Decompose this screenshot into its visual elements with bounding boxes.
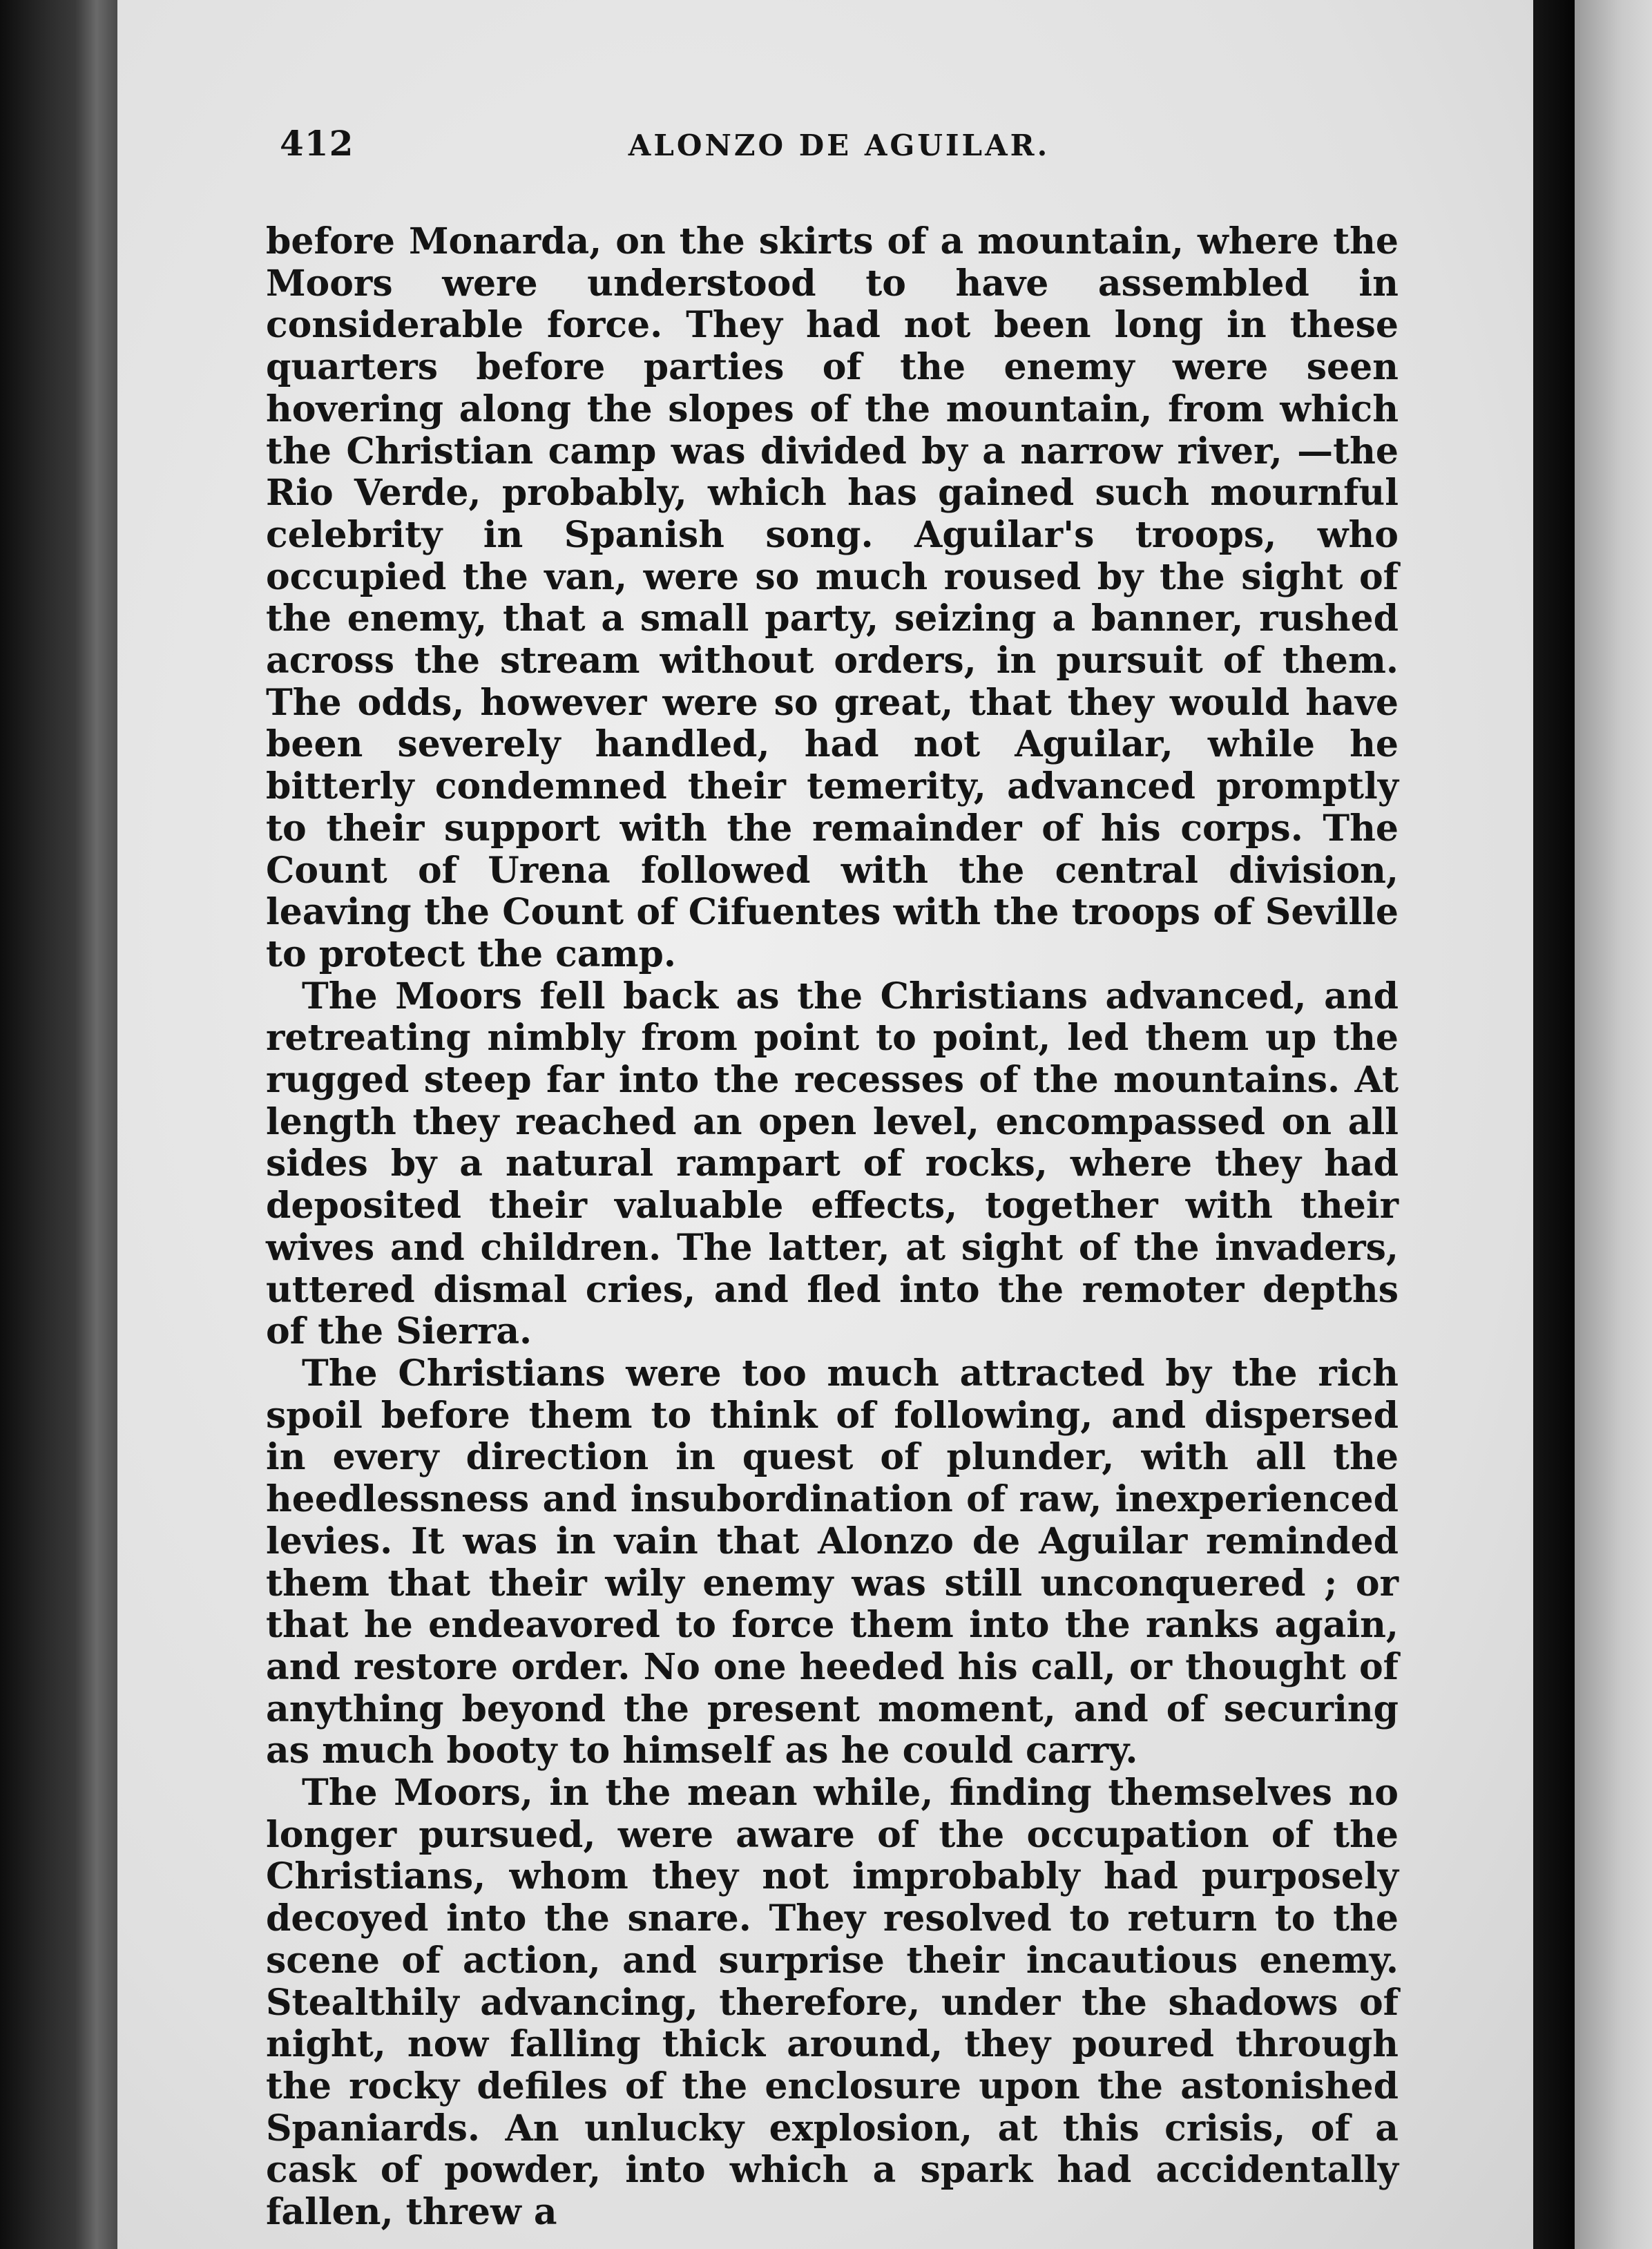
book-binding-shadow <box>1533 0 1575 2249</box>
running-title: ALONZO DE AGUILAR. <box>628 128 1050 162</box>
paragraph-3: The Christians were too much attracted by the rich spoil before them to think of following, and dispersed in every direction in quest of plunder, with all the heedlessness and insubordination of raw, inexperienced levies. It was in vain that Alonzo de Aguilar reminded them that their wily enemy was still unconquered ; or that he endeavored to force them into the ranks again, and restore order. No one heeded his call, or thought of anything beyond the present moment, and of securing as much booty to himself as he could carry. <box>266 1352 1399 1772</box>
page-number: 412 <box>280 123 354 164</box>
page-gutter <box>76 0 117 2249</box>
paragraph-1: before Monarda, on the skirts of a mountain, where the Moors were understood to have assembled in considerable force. They had not been long in these quarters before parties of the enemy were seen hovering along the slopes of the mountain, from which the Christian camp was divided by a narrow river, —the Rio Verde, probably, which has gained such mournful celebrity in Spanish song. Aguilar's troops, who occupied the van, were so much roused by the sight of the enemy, that a small party, seizing a banner, rushed across the stream without orders, in pursuit of them. The odds, however were so great, that they would have been severely handled, had not Aguilar, while he bitterly condemned their temerity, advanced promptly to their support with the remainder of his corps. The Count of Urena followed with the central division, leaving the Count of Cifuentes with the troops of Seville to protect the camp. <box>266 220 1399 975</box>
paragraph-4: The Moors, in the mean while, finding themselves no longer pursued, were aware of the occupation of the Christians, whom they not improbably had purposely decoyed into the snare. They resolved to return to the scene of action, and surprise their incautious enemy. Stealthily advancing, therefore, under the shadows of night, now falling thick around, they poured through the rocky defiles of the enclosure upon the astonished Spaniards. An unlucky explosion, at this crisis, of a cask of powder, into which a spark had accidentally fallen, threw a <box>266 1772 1399 2234</box>
paragraph-2: The Moors fell back as the Christians advanced, and retreating nimbly from point to point, led them up the rugged steep far into the recesses of the mountains. At length they reached an open level, encompassed on all sides by a natural rampart of rocks, where they had deposited their valuable effects, together with their wives and children. The latter, at sight of the invaders, uttered dismal cries, and fled into the remoter depths of the Sierra. <box>266 975 1399 1353</box>
scan-border-left <box>0 0 76 2249</box>
running-head <box>280 123 1399 171</box>
adjacent-page-edge <box>1575 0 1652 2249</box>
body-text <box>266 221 1399 2234</box>
